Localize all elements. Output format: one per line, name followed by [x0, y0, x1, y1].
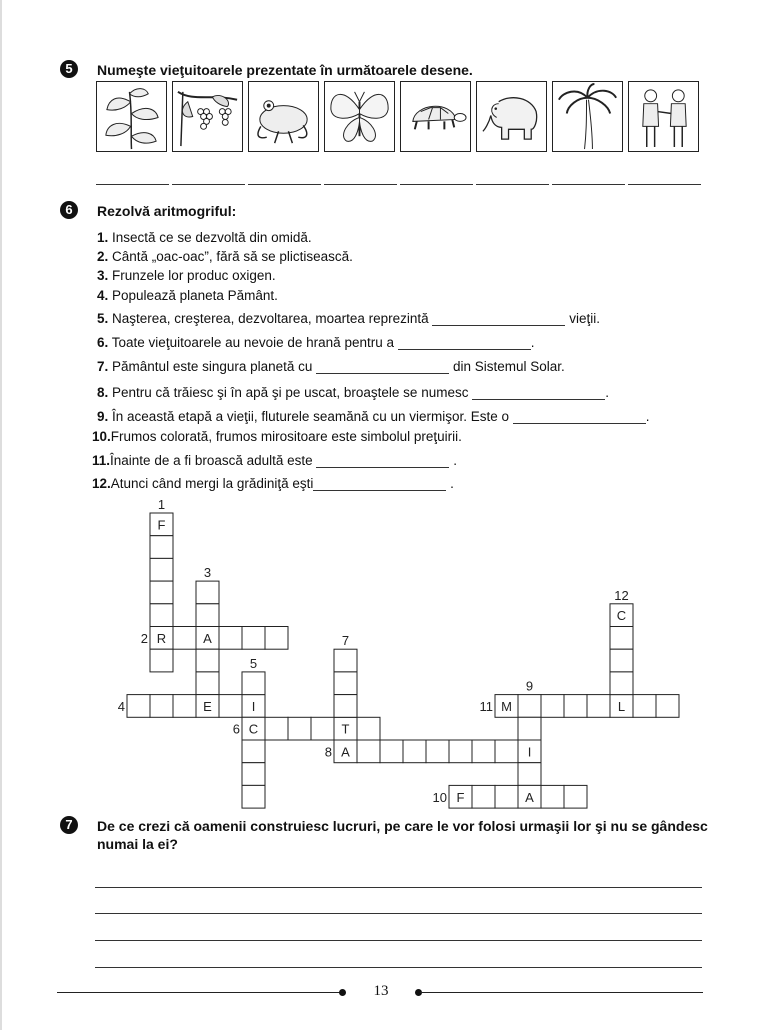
crossword-letter: A — [525, 789, 534, 805]
writing-line[interactable] — [95, 913, 702, 914]
crossword-cell[interactable] — [334, 695, 357, 718]
crossword-cell[interactable] — [219, 695, 242, 718]
writing-line[interactable] — [95, 887, 702, 888]
crossword-clue-number: 7 — [341, 633, 350, 649]
crossword-clue-number: 8 — [324, 744, 332, 760]
question-7-line-2: numai la ei? — [97, 836, 178, 852]
crossword-cell[interactable] — [311, 717, 334, 740]
crossword-cell[interactable] — [242, 763, 265, 786]
clue-10: 10.Frumos colorată, frumos mirositoare este simbolul preţuirii. — [92, 429, 462, 444]
crossword-cell[interactable] — [610, 672, 633, 695]
question-6-title: Rezolvă aritmogriful: — [97, 203, 237, 219]
question-5-title: Numeşte vieţuitoarele prezentate în următoarele desene. — [97, 62, 473, 78]
page-number: 13 — [373, 983, 389, 999]
crossword-clue-number: 11 — [479, 698, 493, 714]
crossword-letter: C — [616, 608, 627, 624]
crossword-cell[interactable] — [196, 581, 219, 604]
crossword-cell[interactable] — [357, 717, 380, 740]
clue-3: 3. Frunzele lor produc oxigen. — [97, 268, 276, 283]
footer-dot-left — [339, 989, 346, 996]
question-7-badge: 7 — [60, 816, 78, 834]
crossword-clue-number: 1 — [157, 497, 166, 512]
crossword-cell[interactable] — [610, 649, 633, 672]
crossword-cell[interactable] — [242, 672, 265, 695]
crossword-cell[interactable] — [173, 695, 196, 718]
clue-1: 1. Insectă ce se dezvoltă din omidă. — [97, 230, 312, 245]
crossword-cell[interactable] — [150, 695, 173, 718]
footer-rule-left — [57, 992, 342, 993]
crossword-cell[interactable] — [564, 695, 587, 718]
question-7-line-1: De ce crezi că oamenii construiesc lucruri, pe care le vor folosi urmaşii lor şi nu se gândesc — [97, 818, 708, 834]
clue-5: 5. Naşterea, creşterea, dezvoltarea, moartea reprezintă vieţii. — [97, 311, 600, 326]
crossword-cell[interactable] — [334, 672, 357, 695]
crossword-letter: I — [527, 744, 532, 760]
crossword-clue-number: 4 — [117, 698, 125, 714]
crossword-cell[interactable] — [196, 649, 219, 672]
crossword-cell[interactable] — [656, 695, 679, 718]
writing-line[interactable] — [95, 940, 702, 941]
crossword-cell[interactable] — [265, 627, 288, 650]
crossword-cell[interactable] — [196, 672, 219, 695]
crossword-cell[interactable] — [357, 740, 380, 763]
crossword-clue-number: 6 — [232, 721, 240, 737]
crossword-cell[interactable] — [518, 695, 541, 718]
crossword-cell[interactable] — [127, 695, 150, 718]
crossword-cell[interactable] — [541, 695, 564, 718]
crossword-cell[interactable] — [541, 785, 564, 808]
question-5-badge: 5 — [60, 60, 78, 78]
crossword-clue-number: 3 — [203, 565, 212, 581]
crossword-cell[interactable] — [150, 581, 173, 604]
crossword-cell[interactable] — [495, 785, 518, 808]
question-6-badge: 6 — [60, 201, 78, 219]
clue-4: 4. Populează planeta Pământ. — [97, 288, 278, 303]
clue-8: 8. Pentru că trăiesc şi în apă şi pe uscat, broaştele se numesc . — [97, 385, 609, 400]
clue-11: 11.Înainte de a fi broască adultă este . — [92, 453, 457, 468]
crossword-cell[interactable] — [150, 604, 173, 627]
footer-rule-right — [420, 992, 703, 993]
crossword-cell[interactable] — [610, 627, 633, 650]
crossword-cell[interactable] — [242, 627, 265, 650]
crossword-cell[interactable] — [403, 740, 426, 763]
clue-7: 7. Pământul este singura planetă cu din Sistemul Solar. — [97, 359, 565, 374]
crossword-cell[interactable] — [173, 627, 196, 650]
crossword-letter: F — [157, 517, 166, 533]
crossword-letter: A — [341, 744, 350, 760]
crossword-letter: I — [251, 698, 256, 714]
crossword-clue-number: 5 — [249, 655, 258, 671]
crossword-cell[interactable] — [587, 695, 610, 718]
crossword-cell[interactable] — [449, 740, 472, 763]
crossword-cell[interactable] — [150, 558, 173, 581]
crossword-cell[interactable] — [518, 763, 541, 786]
crossword-letter: L — [617, 698, 626, 714]
crossword-cell[interactable] — [242, 740, 265, 763]
crossword-clue-number: 10 — [432, 789, 447, 805]
crossword-letter: F — [456, 789, 465, 805]
clue-6: 6. Toate vieţuitoarele au nevoie de hrană pentru a . — [97, 335, 535, 350]
crossword-letter: M — [501, 698, 512, 714]
crossword-cell[interactable] — [564, 785, 587, 808]
crossword-letter: E — [203, 698, 212, 714]
crossword-letter: R — [156, 630, 167, 646]
crossword-cell[interactable] — [265, 717, 288, 740]
crossword-cell[interactable] — [242, 785, 265, 808]
clue-2: 2. Cântă „oac-oac”, fără să se plictisească. — [97, 249, 353, 264]
crossword-cell[interactable] — [380, 740, 403, 763]
clue-12: 12.Atunci când mergi la grădiniţă eşti . — [92, 476, 454, 491]
crossword-cell[interactable] — [150, 536, 173, 559]
crossword-cell[interactable] — [219, 627, 242, 650]
crossword-cell[interactable] — [426, 740, 449, 763]
writing-line[interactable] — [95, 967, 702, 968]
crossword-letter: C — [248, 721, 259, 737]
clue-9: 9. În această etapă a vieţii, fluturele seamănă cu un viermişor. Este o . — [97, 409, 650, 424]
crossword-cell[interactable] — [472, 740, 495, 763]
crossword-letter: A — [203, 630, 212, 646]
crossword-letter: T — [341, 721, 350, 737]
crossword-cell[interactable] — [196, 604, 219, 627]
crossword-cell[interactable] — [288, 717, 311, 740]
crossword-cell[interactable] — [633, 695, 656, 718]
crossword-clue-number: 2 — [140, 630, 148, 646]
crossword-cell[interactable] — [518, 717, 541, 740]
crossword-cell[interactable] — [495, 740, 518, 763]
crossword-cell[interactable] — [334, 649, 357, 672]
crossword-cell[interactable] — [472, 785, 495, 808]
crossword-clue-number: 12 — [614, 587, 629, 603]
crossword-cell[interactable] — [150, 649, 173, 672]
crossword-clue-number: 9 — [525, 678, 534, 694]
